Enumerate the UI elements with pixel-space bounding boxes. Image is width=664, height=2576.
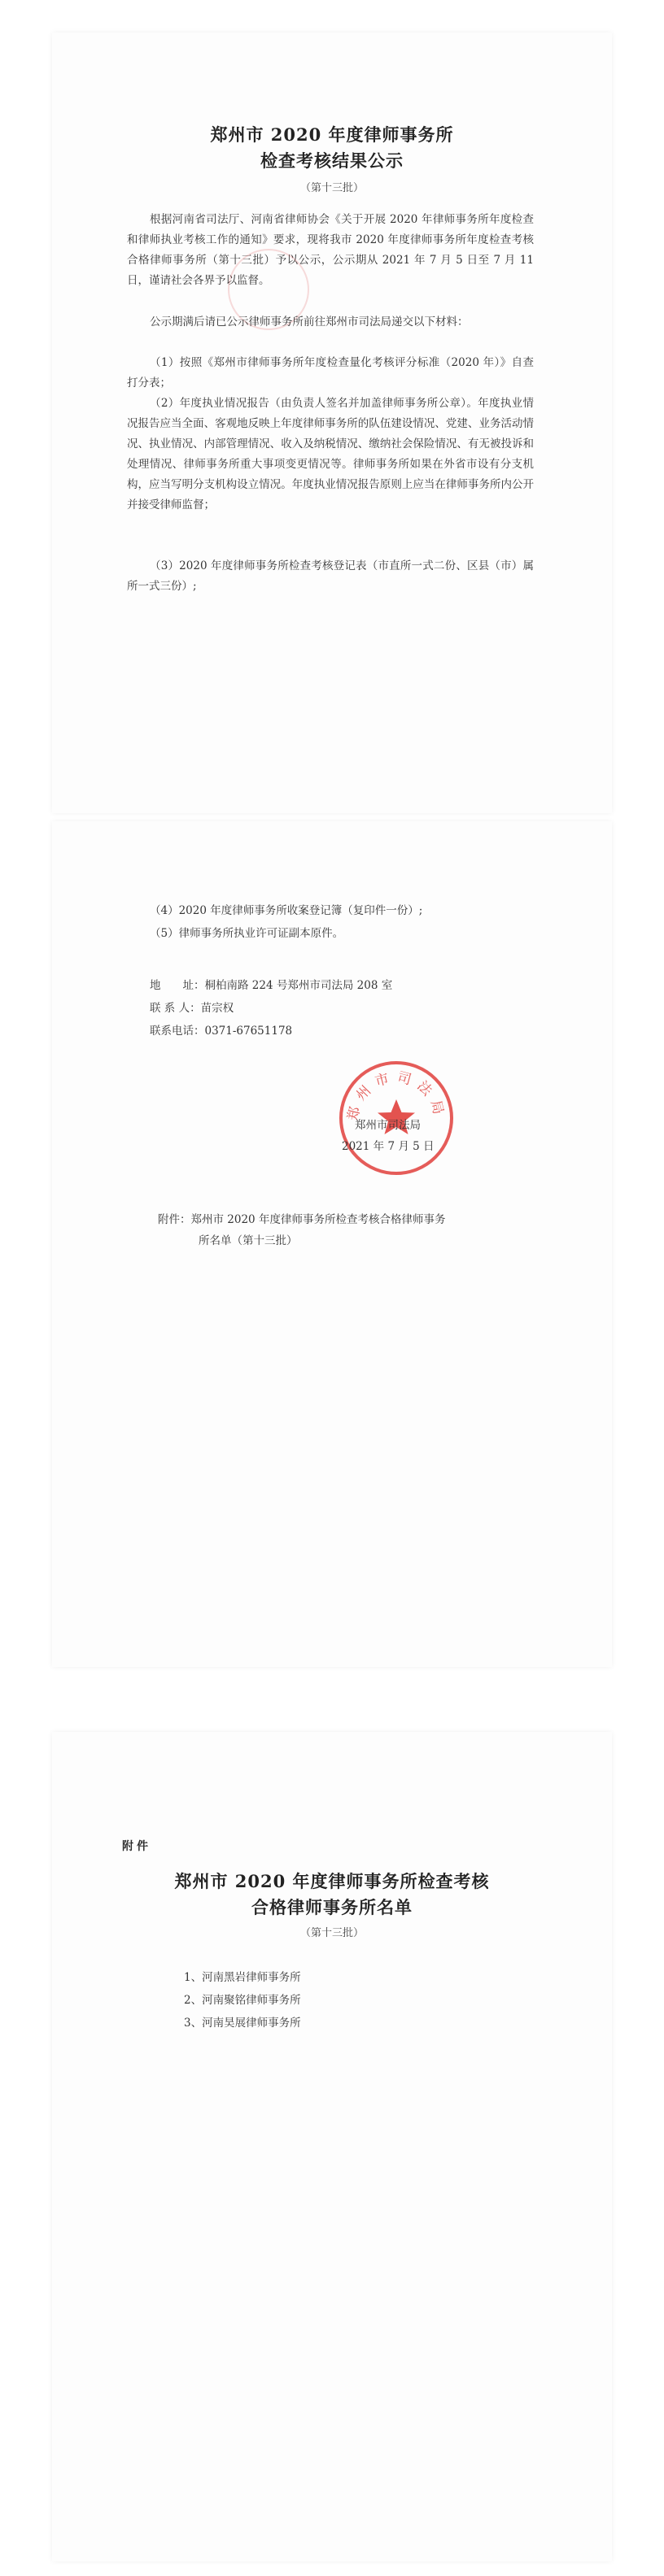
- contact-address: [150, 976, 392, 996]
- material-item-4: （4）2020 年度律师事务所收案登记簿（复印件一份）;: [150, 904, 423, 917]
- notice-page-2: [52, 821, 612, 1667]
- notice-paragraph-materials: 公示期满后请已公示律师事务所前往郑州市司法局递交以下材料：: [150, 315, 469, 329]
- contact-phone-value: 0371-67651178: [204, 1025, 293, 1038]
- notice-page-1: [52, 33, 612, 813]
- attachment-batch: （第十三批）: [299, 1927, 364, 1939]
- contact-person-value: 苗宗权: [200, 1002, 234, 1015]
- material-item-2: （2）年度执业情况报告（由负责人签名并加盖律师事务所公章）。年度执业情况报告应当全面、客观地反映上年度律师事务所的队伍建设情况、党建、业务活动情况、执业情况、内部管理情况、收入及纳税情况、缴纳社会保险情况、有无被投诉和处理情况、律师事务所重大事项变更情况等。律师事务所如果在外省市设有分支机构，应当写明分支机构设立情况。年度执业情况报告原则上应当在律师事务所内公开并接受律师监督；: [127, 397, 534, 511]
- signing-date: 2021 年 7 月 5 日: [342, 1140, 435, 1153]
- material-item-5: （5）律师事务所执业许可证副本原件。: [150, 927, 344, 940]
- seal-arc-text: 郑州市司法局: [344, 1068, 448, 1123]
- attachment-title-line2: 合格律师事务所名单: [251, 1897, 413, 1917]
- material-item-3: （3）2020 年度律师事务所检查考核登记表（市直所一式二份、区县（市）属所一式三份）;: [127, 559, 534, 593]
- notice-paragraph-intro: 根据河南省司法厅、河南省律师协会《关于开展 2020 年律师事务所年度检查和律师执业考核工作的通知》要求，现将我市 2020 年度律师事务所年度检查考核合格律师事务所（第十三批）予以公示，公示期从 2021 年 7 月 5 日至 7 月 11 日，谨请社会各界予以监督。: [127, 213, 534, 287]
- signer-name: 郑州市司法局: [355, 1119, 421, 1132]
- notice-title-line1: 郑州市 2020 年度律师事务所: [210, 124, 454, 145]
- list-item: 3、河南昊展律师事务所: [184, 2017, 301, 2030]
- notice-batch: （第十三批）: [299, 182, 364, 194]
- contact-person-label: 联 系 人：: [150, 1002, 201, 1015]
- contact-phone: [150, 1021, 292, 1042]
- attachment-note-line2: 所名单（第十三批）: [199, 1234, 298, 1247]
- attachment-page: [52, 1732, 612, 2561]
- attachment-title-line1: 郑州市 2020 年度律师事务所检查考核: [174, 1871, 490, 1891]
- list-item: 1、河南黑岩律师事务所: [184, 1971, 301, 1984]
- notice-title-line2: 检查考核结果公示: [260, 150, 404, 171]
- material-item-1: （1）按照《郑州市律师事务所年度检查量化考核评分标准（2020 年）》自查打分表；: [127, 356, 534, 389]
- contact-address-value: 桐柏南路 224 号郑州市司法局 208 室: [204, 979, 393, 992]
- list-item: 2、河南聚铭律师事务所: [184, 1994, 301, 2007]
- contact-person: [150, 999, 234, 1019]
- attachment-label: 附件: [122, 1840, 151, 1853]
- contact-phone-label: 联系电话：: [150, 1025, 205, 1038]
- contact-address-label: 地 址：: [150, 979, 205, 992]
- attachment-note-line1: 附件：郑州市 2020 年度律师事务所检查考核合格律师事务: [158, 1213, 446, 1226]
